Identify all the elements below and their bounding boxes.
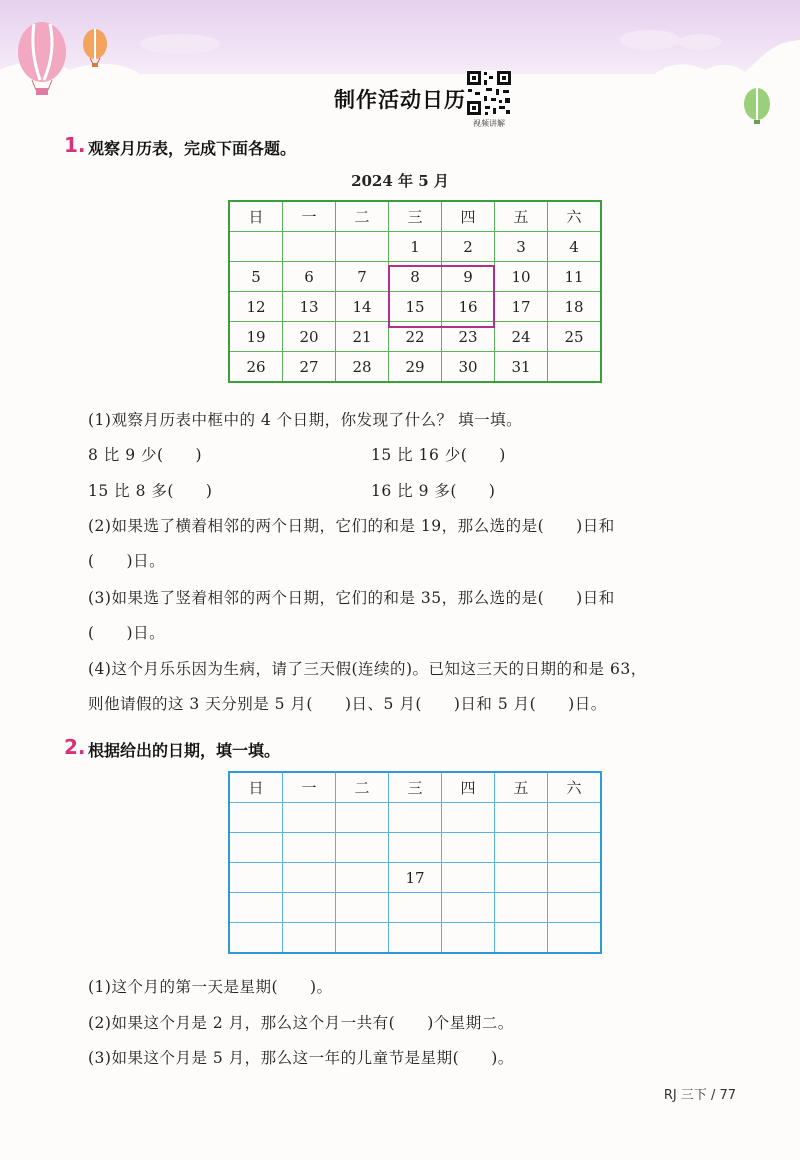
date-cell: 16	[442, 292, 495, 322]
date-cell: 7	[336, 262, 389, 292]
calendar-week-row	[229, 352, 601, 383]
date-cell[interactable]	[495, 893, 548, 923]
q1-sub4-line1: (4)这个月乐乐因为生病，请了三天假(连续的)。已知这三天的日期的和是 63，	[88, 660, 647, 678]
weekday-cell: 二	[336, 772, 389, 803]
question-1-number: 1.	[64, 133, 86, 157]
date-cell[interactable]	[442, 923, 495, 954]
date-cell[interactable]	[548, 923, 602, 954]
weekday-cell: 五	[495, 772, 548, 803]
q1-fill-a[interactable]: 8 比 9 少( )	[88, 446, 203, 464]
qr-label: 视频讲解	[473, 119, 505, 128]
q1-sub3-line2[interactable]: ( )日。	[88, 624, 166, 642]
weekday-header-row	[229, 201, 601, 232]
date-cell[interactable]	[442, 833, 495, 863]
weekday-cell: 四	[442, 201, 495, 232]
date-cell: 11	[548, 262, 602, 292]
weekday-cell: 日	[229, 201, 283, 232]
q1-sub2-line2[interactable]: ( )日。	[88, 552, 166, 570]
weekday-cell: 日	[229, 772, 283, 803]
date-cell[interactable]	[336, 863, 389, 893]
date-cell: 17	[495, 292, 548, 322]
question-2-prompt: 根据给出的日期，填一填。	[88, 741, 281, 760]
date-cell[interactable]	[336, 923, 389, 954]
calendar-week-row	[229, 893, 601, 923]
date-cell[interactable]	[389, 893, 442, 923]
date-cell: 10	[495, 262, 548, 292]
date-cell[interactable]	[495, 833, 548, 863]
date-cell: 20	[283, 322, 336, 352]
date-cell: 9	[442, 262, 495, 292]
date-cell[interactable]	[442, 863, 495, 893]
weekday-cell: 四	[442, 772, 495, 803]
date-cell[interactable]	[229, 803, 283, 833]
date-cell: 12	[229, 292, 283, 322]
date-cell: 29	[389, 352, 442, 383]
date-cell: 19	[229, 322, 283, 352]
weekday-cell: 三	[389, 772, 442, 803]
q1-fill-b[interactable]: 15 比 16 少( )	[371, 446, 506, 464]
weekday-cell: 一	[283, 772, 336, 803]
blank-calendar	[228, 771, 602, 954]
date-cell: 5	[229, 262, 283, 292]
calendar-week-row	[229, 833, 601, 863]
date-cell[interactable]	[336, 803, 389, 833]
date-cell[interactable]	[442, 803, 495, 833]
date-cell: 3	[495, 232, 548, 262]
date-cell[interactable]	[548, 833, 602, 863]
date-cell: 18	[548, 292, 602, 322]
date-cell: 31	[495, 352, 548, 383]
q2-sub2[interactable]: (2)如果这个月是 2 月，那么这个月一共有( )个星期二。	[88, 1014, 514, 1032]
date-cell: 4	[548, 232, 602, 262]
page-footer: RJ 三下 / 77	[663, 1088, 736, 1103]
date-cell[interactable]	[283, 923, 336, 954]
date-cell[interactable]	[495, 923, 548, 954]
date-cell: 21	[336, 322, 389, 352]
date-cell: 6	[283, 262, 336, 292]
calendar-week-row	[229, 863, 601, 893]
date-cell	[548, 352, 602, 383]
date-cell[interactable]	[389, 923, 442, 954]
date-cell: 8	[389, 262, 442, 292]
weekday-cell: 六	[548, 772, 602, 803]
weekday-cell: 六	[548, 201, 602, 232]
date-cell[interactable]	[389, 833, 442, 863]
date-cell[interactable]	[548, 893, 602, 923]
date-cell: 24	[495, 322, 548, 352]
q1-fill-c[interactable]: 15 比 8 多( )	[88, 482, 213, 500]
qr-code-icon[interactable]	[466, 70, 512, 116]
date-cell[interactable]	[548, 803, 602, 833]
date-cell: 27	[283, 352, 336, 383]
calendar-week-row	[229, 923, 601, 954]
date-cell: 28	[336, 352, 389, 383]
calendar-week-row	[229, 232, 601, 262]
date-cell: 26	[229, 352, 283, 383]
date-cell[interactable]	[495, 803, 548, 833]
weekday-cell: 三	[389, 201, 442, 232]
date-cell[interactable]: 17	[389, 863, 442, 893]
q1-fill-d[interactable]: 16 比 9 多( )	[371, 482, 496, 500]
date-cell	[283, 232, 336, 262]
q2-sub1[interactable]: (1)这个月的第一天是星期( )。	[88, 978, 333, 996]
date-cell[interactable]	[229, 923, 283, 954]
calendar-week-row	[229, 803, 601, 833]
q1-sub1: (1)观察月历表中框中的 4 个日期，你发现了什么？ 填一填。	[88, 411, 523, 429]
date-cell[interactable]	[389, 803, 442, 833]
date-cell[interactable]	[336, 893, 389, 923]
page-title: 制作活动日历	[334, 88, 466, 112]
date-cell	[229, 232, 283, 262]
q2-sub3[interactable]: (3)如果这个月是 5 月，那么这一年的儿童节是星期( )。	[88, 1049, 514, 1067]
date-cell: 25	[548, 322, 602, 352]
date-cell[interactable]	[229, 863, 283, 893]
date-cell: 1	[389, 232, 442, 262]
date-cell[interactable]	[283, 803, 336, 833]
q1-sub4-line2[interactable]: 则他请假的这 3 天分别是 5 月( )日、5 月( )日和 5 月( )日。	[88, 695, 607, 713]
date-cell[interactable]	[283, 893, 336, 923]
date-cell[interactable]	[442, 893, 495, 923]
date-cell: 14	[336, 292, 389, 322]
q1-sub3-line1[interactable]: (3)如果选了竖着相邻的两个日期，它们的和是 35，那么选的是( )日和	[88, 589, 615, 607]
date-cell[interactable]	[229, 893, 283, 923]
date-cell[interactable]	[336, 833, 389, 863]
date-cell[interactable]	[495, 863, 548, 893]
weekday-cell: 二	[336, 201, 389, 232]
date-cell	[336, 232, 389, 262]
date-cell: 23	[442, 322, 495, 352]
date-cell: 30	[442, 352, 495, 383]
date-cell: 2	[442, 232, 495, 262]
weekday-cell: 五	[495, 201, 548, 232]
date-cell: 13	[283, 292, 336, 322]
date-cell: 22	[389, 322, 442, 352]
weekday-cell: 一	[283, 201, 336, 232]
date-cell[interactable]	[229, 833, 283, 863]
date-cell[interactable]	[283, 833, 336, 863]
highlight-box	[388, 265, 495, 328]
question-2-number: 2.	[64, 735, 86, 759]
date-cell[interactable]	[283, 863, 336, 893]
question-1-prompt: 观察月历表，完成下面各题。	[88, 139, 297, 158]
weekday-header-row	[229, 772, 601, 803]
date-cell[interactable]	[548, 863, 602, 893]
calendar-title: 2024 年 5 月	[351, 172, 449, 190]
date-cell: 15	[389, 292, 442, 322]
q1-sub2-line1[interactable]: (2)如果选了横着相邻的两个日期，它们的和是 19，那么选的是( )日和	[88, 517, 615, 535]
